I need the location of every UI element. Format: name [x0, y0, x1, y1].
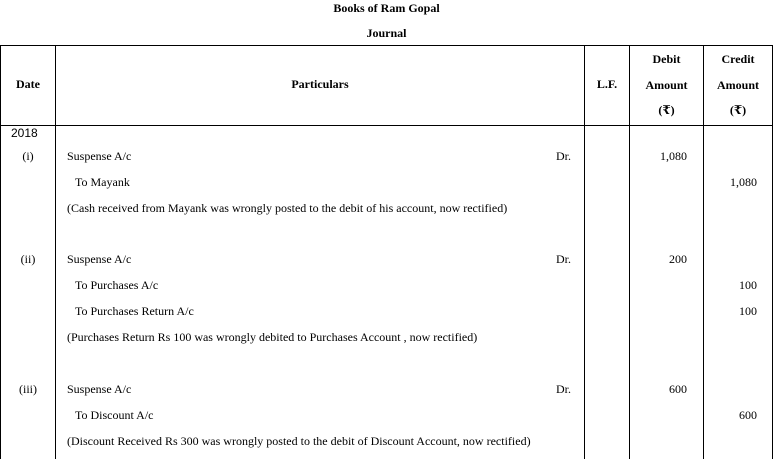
header-debit-currency: (₹) — [658, 103, 675, 117]
header-particulars: Particulars — [291, 77, 349, 91]
debit-amount: 1,080 — [660, 149, 687, 163]
credit-account: To Purchases Return A/c — [75, 304, 194, 318]
dr-marker: Dr. — [556, 382, 571, 396]
header-lf: L.F. — [596, 77, 618, 91]
credit-amount: 1,080 — [730, 175, 757, 189]
entry-date: (ii) — [20, 252, 36, 266]
header-credit-currency: (₹) — [729, 103, 747, 117]
debit-account: Suspense A/c — [67, 149, 132, 163]
credit-amount: 600 — [739, 408, 757, 422]
dr-marker: Dr. — [556, 149, 571, 163]
entry-date: (iii) — [19, 382, 37, 396]
book-title: Books of Ram Gopal — [333, 1, 440, 15]
debit-amount: 600 — [669, 382, 687, 396]
debit-account: Suspense A/c — [67, 252, 132, 266]
narration: (Purchases Return Rs 100 was wrongly debited to Purchases Account , now rectified) — [67, 330, 478, 344]
header-date: Date — [16, 77, 40, 91]
narration: (Discount Received Rs 300 was wrongly posted to the debit of Discount Account, now rectified) — [67, 434, 531, 448]
entry-date: (i) — [22, 149, 34, 163]
debit-amount: 200 — [669, 252, 687, 266]
credit-account: To Discount A/c — [75, 408, 154, 422]
credit-amount: 100 — [739, 278, 757, 292]
journal-title: Journal — [366, 26, 407, 40]
credit-account: To Purchases A/c — [75, 278, 159, 292]
debit-account: Suspense A/c — [67, 382, 132, 396]
header-credit: Credit — [721, 52, 755, 66]
narration: (Cash received from Mayank was wrongly posted to the debit of his account, now rectified) — [67, 201, 508, 215]
dr-marker: Dr. — [556, 252, 571, 266]
header-credit-amount: Amount — [716, 78, 759, 92]
header-debit: Debit — [652, 52, 681, 66]
credit-account: To Mayank — [75, 175, 130, 189]
credit-amount: 100 — [739, 304, 757, 318]
header-debit-amount: Amount — [645, 78, 688, 92]
year-label: 2018 — [11, 126, 38, 140]
